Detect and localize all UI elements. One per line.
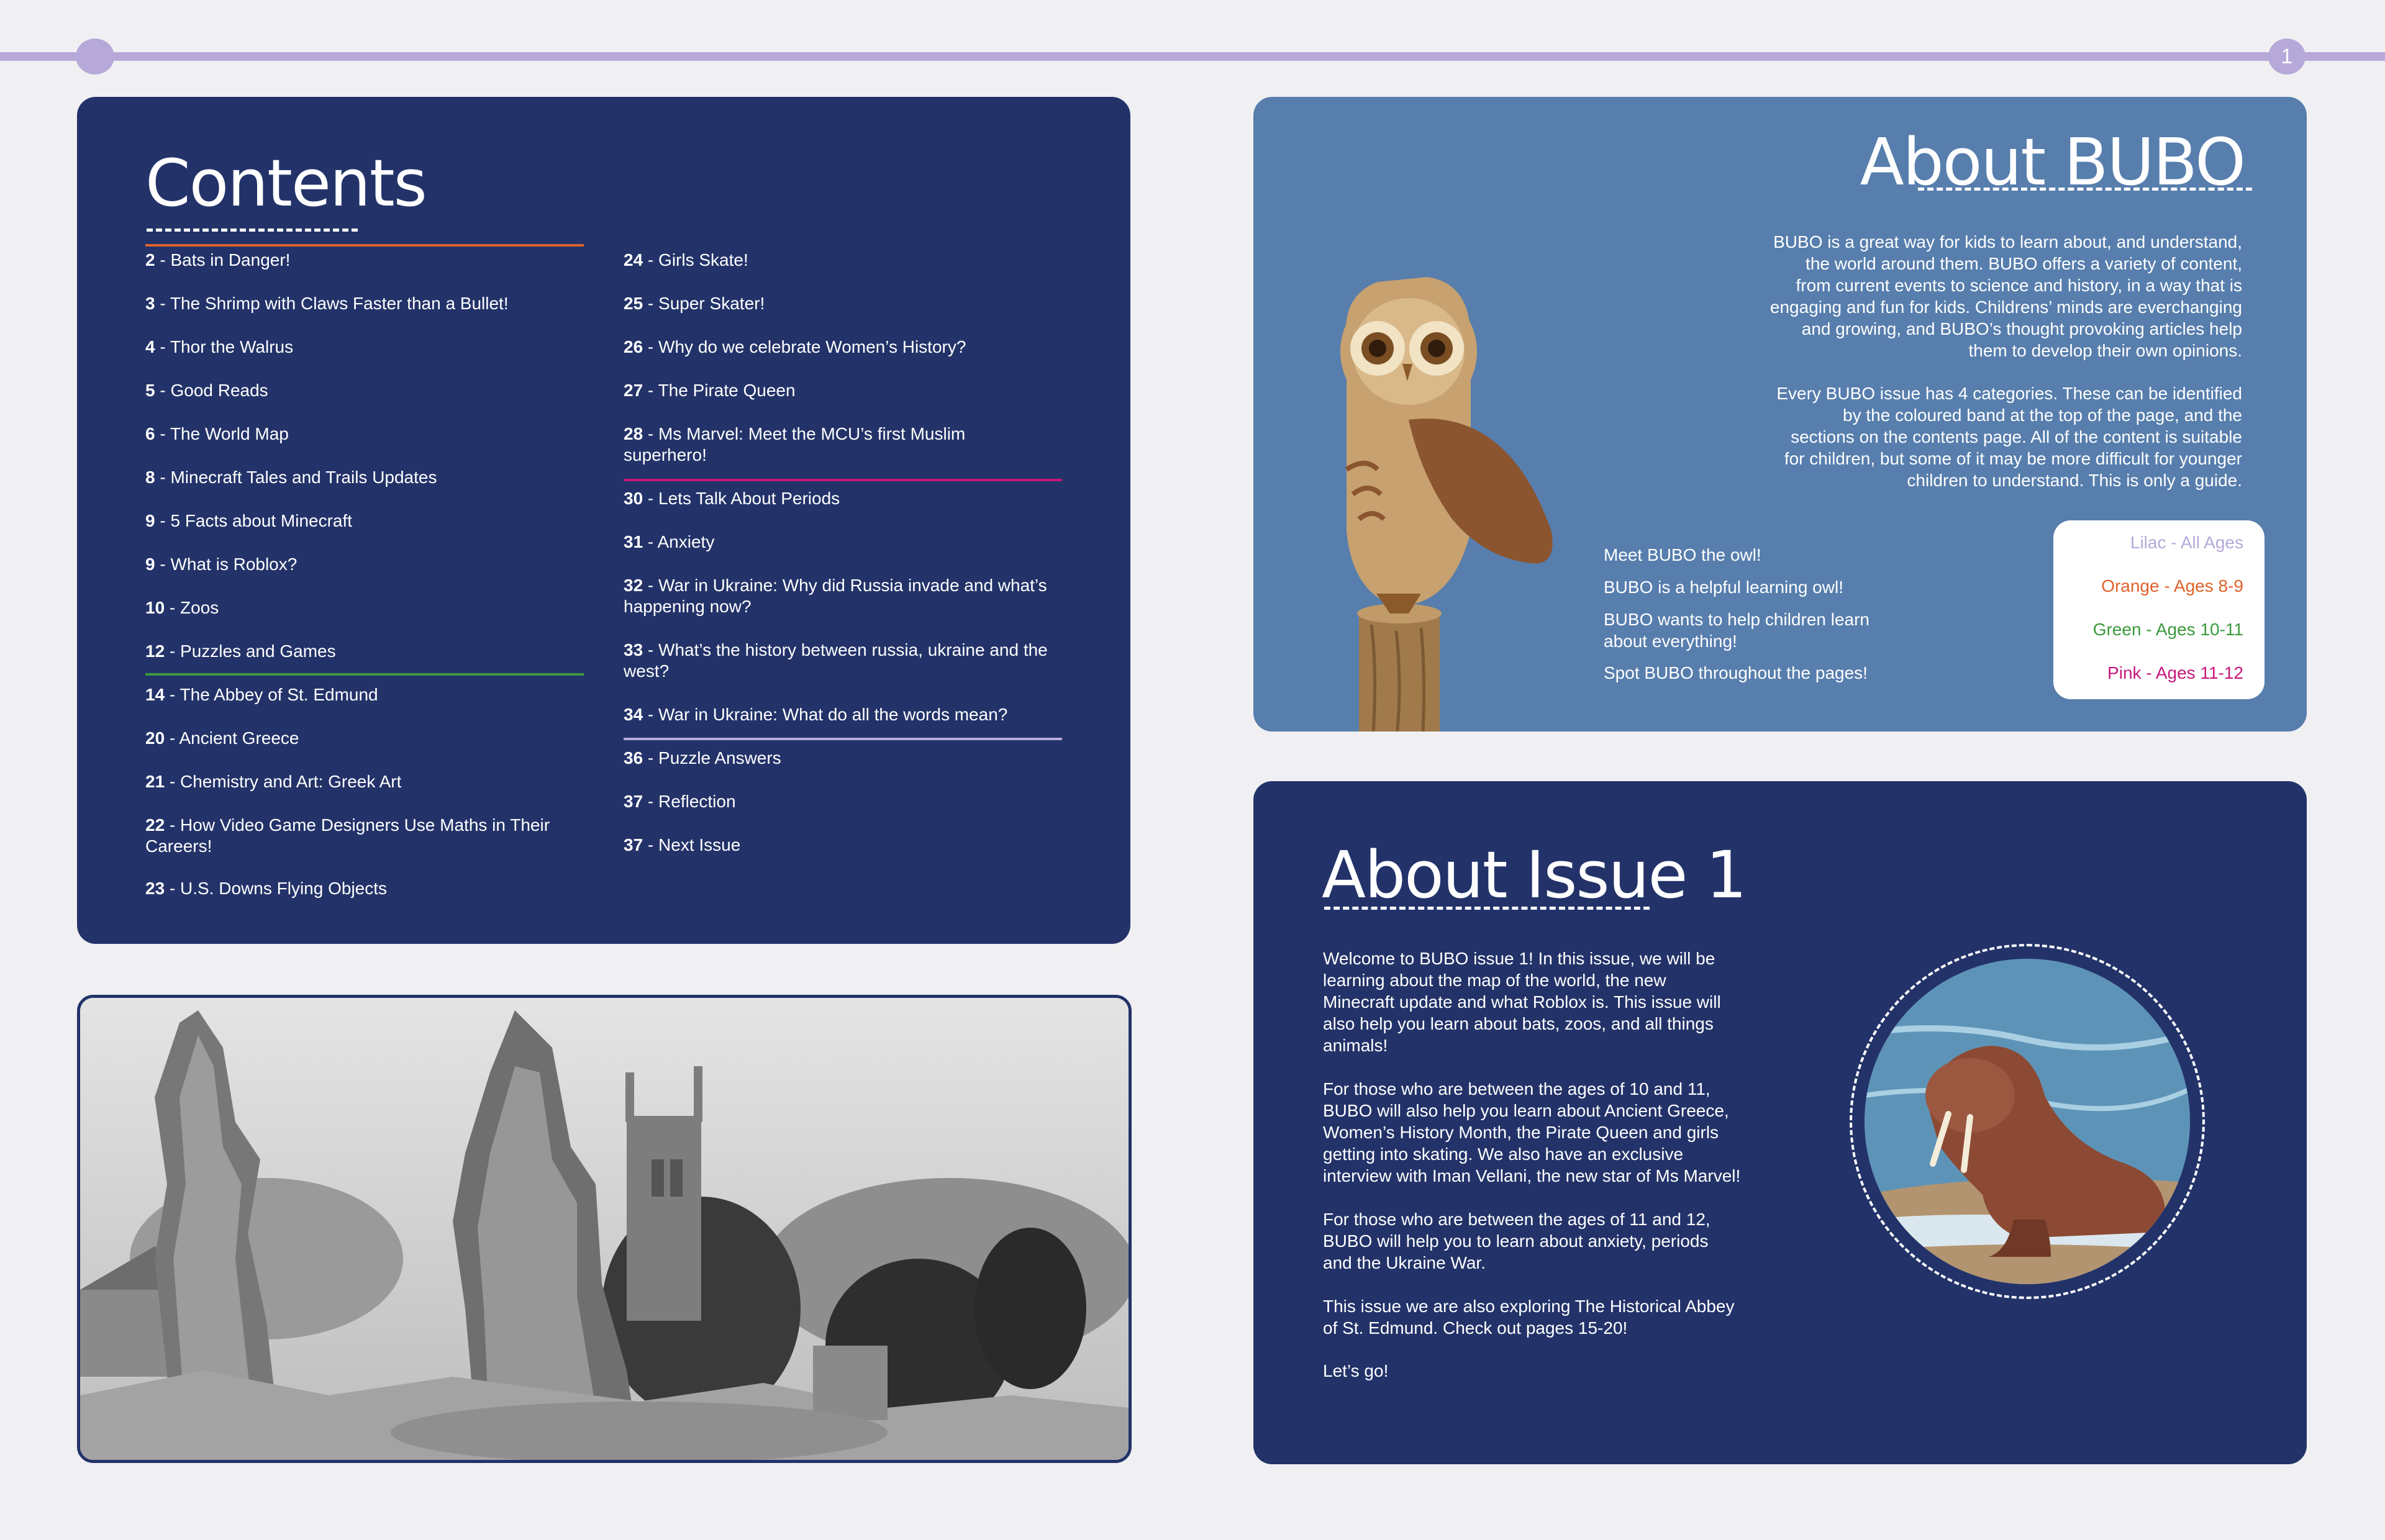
age-pink: Pink - Ages 11-12: [2107, 663, 2243, 682]
contents-item[interactable]: [624, 424, 1052, 466]
age-green: Green - Ages 10-11: [2092, 620, 2243, 639]
contents-item-label: - Chemistry and Art: Greek Art: [165, 772, 402, 791]
contents-item-label: - Girls Skate!: [643, 250, 748, 270]
contents-page-number: 36: [624, 748, 643, 768]
contents-page-number: 5: [145, 381, 155, 400]
about-bubo-title: About BUBO: [1860, 124, 2245, 200]
contents-page-number: 37: [624, 835, 643, 854]
contents-item-label: - What is Roblox?: [155, 555, 298, 574]
contents-page-number: 30: [624, 489, 643, 508]
contents-item-label: - Puzzles and Games: [165, 641, 336, 661]
contents-page-number: 34: [624, 705, 643, 724]
contents-page-number: 3: [145, 294, 155, 313]
contents-item[interactable]: [624, 488, 1052, 509]
owl-note-3: BUBO wants to help children learn about everything!: [1604, 610, 1869, 651]
divider-green: [145, 673, 584, 676]
contents-page-number: 31: [624, 532, 643, 551]
bubo-owl-illustration: [1303, 271, 1564, 732]
contents-item-label: - Ms Marvel: Meet the MCU’s first Muslim superhero!: [624, 424, 966, 464]
contents-item[interactable]: [145, 728, 568, 749]
about-bubo-title-underline: [1918, 188, 2252, 191]
contents-item[interactable]: [145, 684, 568, 705]
contents-item-label: - Thor the Walrus: [155, 337, 294, 356]
abbey-ruins-image: [80, 998, 1129, 1460]
contents-item-label: - Super Skater!: [643, 294, 765, 313]
contents-item-label: - Lets Talk About Periods: [643, 489, 840, 508]
contents-item-label: - Anxiety: [643, 532, 715, 551]
age-orange: Orange - Ages 8-9: [2101, 576, 2243, 596]
contents-item[interactable]: [145, 424, 568, 445]
divider-lilac: [624, 738, 1062, 740]
contents-item-label: - Minecraft Tales and Trails Updates: [155, 468, 437, 487]
contents-item[interactable]: [145, 467, 568, 488]
contents-page-number: 33: [624, 640, 643, 659]
divider-orange: [145, 244, 584, 247]
contents-page-number: 23: [145, 879, 165, 898]
contents-item-label: - Next Issue: [643, 835, 741, 854]
contents-item-label: - Zoos: [165, 598, 219, 617]
contents-item-label: - Ancient Greece: [165, 728, 299, 748]
contents-item[interactable]: [624, 575, 1052, 617]
contents-item[interactable]: [145, 641, 568, 662]
owl-note-4: Spot BUBO throughout the pages!: [1604, 663, 1868, 682]
contents-item-label: - The Abbey of St. Edmund: [165, 685, 378, 704]
contents-item[interactable]: [624, 704, 1052, 725]
contents-item[interactable]: [145, 815, 568, 857]
contents-item-label: - Bats in Danger!: [155, 250, 291, 270]
contents-item-label: - The Pirate Queen: [643, 381, 796, 400]
contents-page-number: 24: [624, 250, 643, 270]
category-band-lilac: [0, 52, 2385, 61]
contents-page-number: 8: [145, 468, 155, 487]
contents-item-label: - The World Map: [155, 424, 289, 443]
contents-page-number: 4: [145, 337, 155, 356]
about-issue-title-underline: [1324, 907, 1650, 910]
contents-page-number: 28: [624, 424, 643, 443]
contents-item[interactable]: [624, 380, 1052, 401]
age-lilac: Lilac - All Ages: [2130, 533, 2243, 552]
contents-page-number: 12: [145, 641, 165, 661]
contents-page-number: 32: [624, 576, 643, 595]
about-issue-title: About Issue 1: [1322, 837, 1746, 913]
contents-item-label: - The Shrimp with Claws Faster than a Bullet!: [155, 294, 509, 313]
contents-item[interactable]: [145, 293, 568, 314]
contents-page-number: 14: [145, 685, 165, 704]
contents-item[interactable]: [624, 748, 1052, 769]
contents-item-label: - Reflection: [643, 792, 736, 811]
contents-page-number: 6: [145, 424, 155, 443]
contents-item[interactable]: [145, 250, 568, 271]
contents-item-label: - War in Ukraine: What do all the words mean?: [643, 705, 1008, 724]
contents-page-number: 22: [145, 815, 165, 835]
contents-page-number: 26: [624, 337, 643, 356]
abbey-photo: [77, 995, 1132, 1463]
contents-page-number: 37: [624, 792, 643, 811]
contents-item[interactable]: [145, 337, 568, 358]
owl-note-2: BUBO is a helpful learning owl!: [1604, 578, 1843, 597]
walrus-photo: [1865, 959, 2190, 1284]
contents-item-label: - 5 Facts about Minecraft: [155, 511, 353, 530]
walrus-image: [1865, 959, 2190, 1284]
contents-item[interactable]: [624, 640, 1052, 682]
contents-item[interactable]: [624, 250, 1052, 271]
contents-item-label: - Puzzle Answers: [643, 748, 781, 768]
contents-item[interactable]: [624, 293, 1052, 314]
contents-page-number: 9: [145, 511, 155, 530]
contents-item-label: - Good Reads: [155, 381, 268, 400]
contents-page-number: 27: [624, 381, 643, 400]
about-issue-paragraph-4: This issue we are also exploring The Historical Abbey of St. Edmund. Check out pages 15-20!: [1323, 1297, 1735, 1338]
contents-item[interactable]: [145, 597, 568, 618]
contents-page-number: 9: [145, 555, 155, 574]
contents-item[interactable]: [624, 791, 1052, 812]
about-issue-paragraph-5: Let’s go!: [1323, 1361, 1389, 1380]
about-issue-paragraph-2: For those who are between the ages of 10 and 11, BUBO will also help you learn about Ancient Greece, Women’s History Month, the Pirate Queen and girls getting into skating. We also have an exclusive interview with Iman Vellani, the new star of Ms Marvel!: [1323, 1079, 1741, 1185]
contents-item[interactable]: [145, 771, 568, 792]
contents-item[interactable]: [145, 510, 568, 532]
band-start-dot: [76, 38, 114, 75]
contents-page-number: 2: [145, 250, 155, 270]
contents-item-label: - How Video Game Designers Use Maths in Their Careers!: [145, 815, 550, 856]
about-issue-paragraph-3: For those who are between the ages of 11 and 12, BUBO will help you to learn about anxiety, periods and the Ukraine War.: [1323, 1210, 1710, 1272]
about-bubo-paragraph-1: BUBO is a great way for kids to learn about, and understand, the world around them. BUBO offers a variety of content, from current events to science and history, in a way that is engaging and fun for kids. Childrens’ minds are everchanging and growing, and BUBO’s thought provoking articles help them to develop their own opinions.: [1769, 232, 2242, 360]
contents-item[interactable]: [145, 878, 568, 899]
contents-item[interactable]: [145, 380, 568, 401]
contents-page-number: 10: [145, 598, 165, 617]
contents-page-number: 21: [145, 772, 165, 791]
contents-item-label: - U.S. Downs Flying Objects: [165, 879, 388, 898]
contents-page-number: 20: [145, 728, 165, 748]
age-category-legend: [2053, 520, 2265, 699]
contents-title-underline: [147, 229, 358, 232]
contents-item[interactable]: [624, 337, 1052, 358]
contents-item-label: - What’s the history between russia, ukraine and the west?: [624, 640, 1048, 681]
contents-page-number: 25: [624, 294, 643, 313]
owl-note-1: Meet BUBO the owl!: [1604, 545, 1761, 564]
divider-pink: [624, 479, 1062, 481]
contents-item-label: - War in Ukraine: Why did Russia invade and what’s happening now?: [624, 576, 1047, 616]
contents-item-label: - Why do we celebrate Women’s History?: [643, 337, 966, 356]
contents-title: Contents: [145, 145, 426, 221]
contents-item[interactable]: [624, 835, 1052, 856]
contents-item[interactable]: [145, 554, 568, 575]
about-issue-paragraph-1: Welcome to BUBO issue 1! In this issue, we will be learning about the map of the world, the new Minecraft update and what Roblox is. This issue will also help you learn about bats, zoos, and all things animals!: [1323, 949, 1721, 1055]
page-number: 1: [2268, 38, 2306, 75]
about-bubo-paragraph-2: Every BUBO issue has 4 categories. These can be identified by the coloured band at the top of the page, and the sections on the contents page. All of the content is suitable for children, but some of it may be more difficult for younger children to understand. This is only a guide.: [1776, 384, 2242, 490]
contents-item[interactable]: [624, 532, 1052, 553]
